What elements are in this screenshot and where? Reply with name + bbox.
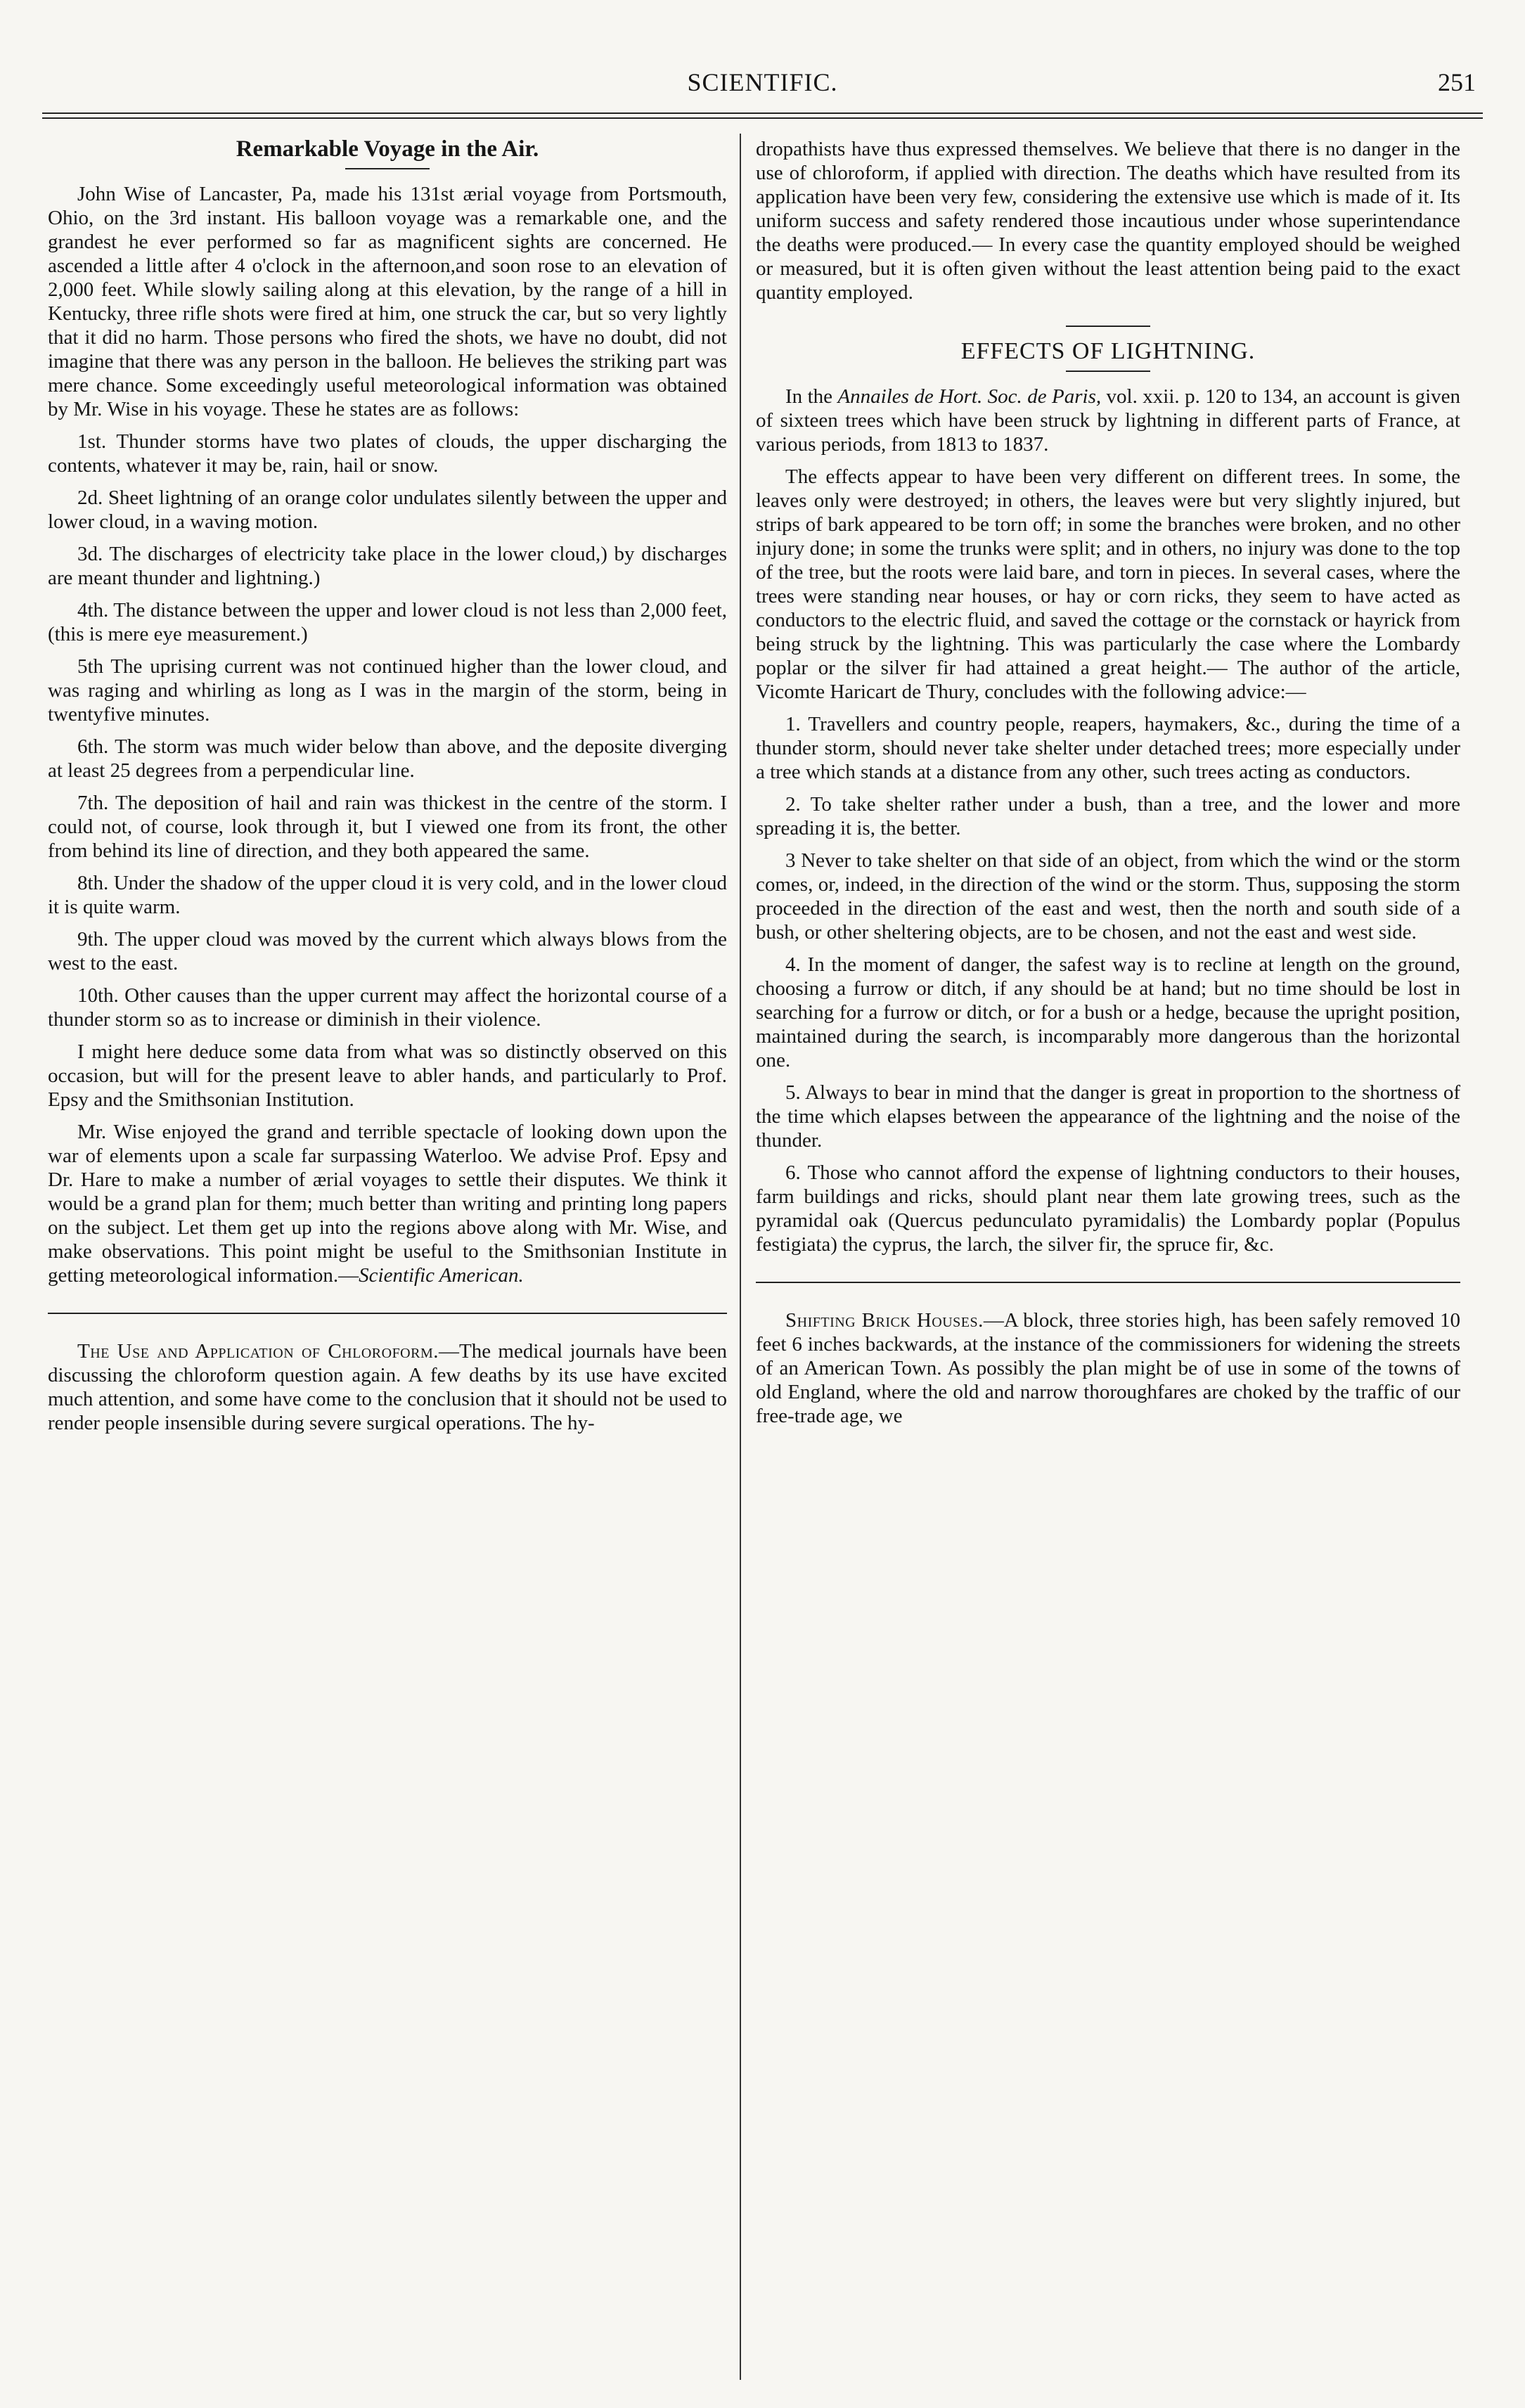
observation-3: 3d. The discharges of electricity take place in the lower cloud,) by discharges are meant thunder and lightning.) (48, 543, 727, 589)
chloroform-lead: The Use and Application of Chloroform. (77, 1340, 439, 1363)
observation-2: 2d. Sheet lightning of an orange color undulates silently between the upper and lower cloud, in a waving motion. (48, 487, 727, 533)
advice-6: 6. Those who cannot afford the expense of lightning conductors to their houses, farm buildings and ricks, should plant near them late growing trees, such as the pyramidal oak (Quercus pedunculato pyramidalis) the Lombardy poplar (Populus festigiata) the cyprus, the larch, the silver fir, the spruce fir, &c. (756, 1161, 1460, 1256)
brick-houses-lead: Shifting Brick Houses. (785, 1309, 984, 1332)
brick-houses-text: —A block, three stories high, has been safely removed 10 feet 6 inches backwards, at the instance of the commissioners for widening the streets of an American Town. As possibly the plan might be of use in some of the towns of old England, where the old and narrow thoroughfares are choked by the traffic of our free-trade age, we (756, 1309, 1460, 1427)
observation-4: 4th. The distance between the upper and lower cloud is not less than 2,000 feet, (this is mere eye measurement.) (48, 599, 727, 645)
advice-1: 1. Travellers and country people, reapers, haymakers, &c., during the time of a thunder storm, should never take shelter under detached trees; more especially under a tree which stands at a distance from any other, such trees acting as conductors. (756, 713, 1460, 783)
observation-7: 7th. The deposition of hail and rain was thickest in the centre of the storm. I could not, of course, look through it, but I viewed one from its front, the other from behind its line of direction, and they both appeared the same. (48, 792, 727, 862)
voyage-closing-text: Mr. Wise enjoyed the grand and terrible spectacle of looking down upon the war of elements upon a scale far surpassing Waterloo. We advise Prof. Epsy and Dr. Hare to make a number of ærial voyages to settle their disputes. We think it would be a grand plan for them; much better than writing and printing long papers on the subject. Let them get up into the regions above along with Mr. Wise, and make observations. This point might be useful to the Smithsonian Institute in getting meteorological information.— (48, 1121, 727, 1287)
observation-6: 6th. The storm was much wider below than above, and the deposite diverging at least 25 degrees from a perpendicular line. (48, 735, 727, 782)
title-rule (345, 168, 430, 169)
article-title-voyage: Remarkable Voyage in the Air. (236, 137, 539, 162)
chloroform-continuation: dropathists have thus expressed themselves. We believe that there is no danger in the use of chloroform, if applied with direction. The deaths which have resulted from its application have been very few, considering the extensive use which is made of it. Its uniform success and safety rendered those incautious under whose superintendance the deaths were produced.— In every case the quantity employed should be weighed or measured, but it is often given without the least attention being paid to the exact quantity employed. (756, 138, 1460, 304)
page-number: 251 (1438, 68, 1476, 96)
observation-9: 9th. The upper cloud was moved by the current which always blows from the west to the east. (48, 928, 727, 974)
title-rule (1066, 371, 1150, 372)
article-title-lightning: EFFECTS OF LIGHTNING. (960, 338, 1256, 364)
lightning-paragraph: The effects appear to have been very different on different trees. In some, the leaves only were destroyed; in others, the leaves were but very slightly injured, but strips of bark appeared to be torn off; in some the branches were broken, and no other injury done; in some the trunks were split; and in others, no injury was done to the top of the tree, but the roots were laid bare, and torn in pieces. In several cases, where the trees were standing near houses, or hay or corn ricks, they seem to have acted as conductors to the electric fluid, and saved the cottage or the cornstack or hayrick from being struck by the lightning. This was particularly the case where the Lombardy poplar or the silver fir had attained a great height.— The author of the article, Vicomte Haricart de Thury, concludes with the following advice:— (756, 465, 1460, 703)
right-column (756, 137, 1460, 2380)
source-credit: Scientific American. (359, 1264, 524, 1287)
header-double-rule (42, 112, 1483, 119)
observation-8: 8th. Under the shadow of the upper cloud it is very cold, and in the lower cloud it is quite warm. (48, 872, 727, 918)
observation-1: 1st. Thunder storms have two plates of clouds, the upper discharging the contents, whatever it may be, rain, hail or snow. (48, 430, 727, 477)
observation-10: 10th. Other causes than the upper current may affect the horizontal course of a thunder storm so as to increase or diminish in their violence. (48, 984, 727, 1031)
chloroform-paragraph (48, 1339, 727, 1435)
advice-3: 3 Never to take shelter on that side of an object, from which the wind or the storm comes, or, indeed, in the direction of the wind or the storm. Thus, supposing the storm proceeded in the direction of the east and west, then the north and south side of a bush, or other sheltering objects, are to be chosen, and not the east and west side. (756, 849, 1460, 944)
column-divider (740, 134, 741, 2380)
voyage-paragraph: I might here deduce some data from what was so distinctly observed on this occasion, but will for the present leave to abler hands, and particularly to Prof. Epsy and the Smithsonian Institution. (48, 1041, 727, 1111)
left-column (48, 137, 727, 2380)
page-header (42, 65, 1483, 114)
observation-5: 5th The uprising current was not continued higher than the lower cloud, and was raging and whirling as long as I was in the margin of the storm, being in twentyfive minutes. (48, 655, 727, 726)
brick-houses-paragraph (756, 1308, 1460, 1428)
advice-2: 2. To take shelter rather under a bush, than a tree, and the lower and more spreading it is, the better. (756, 793, 1460, 839)
article-separator (756, 1282, 1460, 1283)
voyage-paragraph: John Wise of Lancaster, Pa, made his 131st ærial voyage from Portsmouth, Ohio, on the 3rd instant. His balloon voyage was a remarkable one, and the grandest he ever performed so far as magnificent sights are concerned. He ascended a little after 4 o'clock in the afternoon,and soon rose to an elevation of 2,000 feet. While slowly sailing along at this elevation, by the range of a hill in Kentucky, three rifle shots were fired at him, one struck the car, but so very lightly that it did no harm. Those persons who fired the shots, we have no doubt, did not imagine that there was any person in the balloon. He believes the striking part was mere chance. Some exceedingly useful meteorological information was obtained by Mr. Wise in his voyage. These he states are as follows: (48, 183, 727, 420)
section-rule (1066, 326, 1150, 327)
intro-text-a: In the (785, 385, 838, 408)
intro-text-b: vol. xxii. p. 120 to 134, an account is given of sixteen trees which have been struck by lightning in different parts of France, at various periods, from 1813 to 1837. (756, 385, 1460, 456)
running-title: SCIENTIFIC. (687, 68, 838, 96)
article-separator (48, 1313, 727, 1314)
chloroform-text: —The medical journals have been discussing the chloroform question again. A few deaths by its use have excited much attention, and some have come to the conclusion that it should not be used to render people insensible during severe surgical operations. The hy- (48, 1340, 727, 1434)
journal-name: Annailes de Hort. Soc. de Paris, (837, 385, 1102, 408)
voyage-closing-paragraph (48, 1120, 727, 1287)
advice-5: 5. Always to bear in mind that the danger is great in proportion to the shortness of the time which elapses between the appearance of the lightning and the noise of the thunder. (756, 1081, 1460, 1152)
lightning-intro (756, 385, 1460, 456)
advice-4: 4. In the moment of danger, the safest way is to recline at length on the ground, choosing a furrow or ditch, if any should be at hand; but no time should be lost in searching for a furrow or ditch, or for a bush or a hedge, because the upright position, maintained during the search, is incomparably more dangerous than the horizontal one. (756, 953, 1460, 1071)
